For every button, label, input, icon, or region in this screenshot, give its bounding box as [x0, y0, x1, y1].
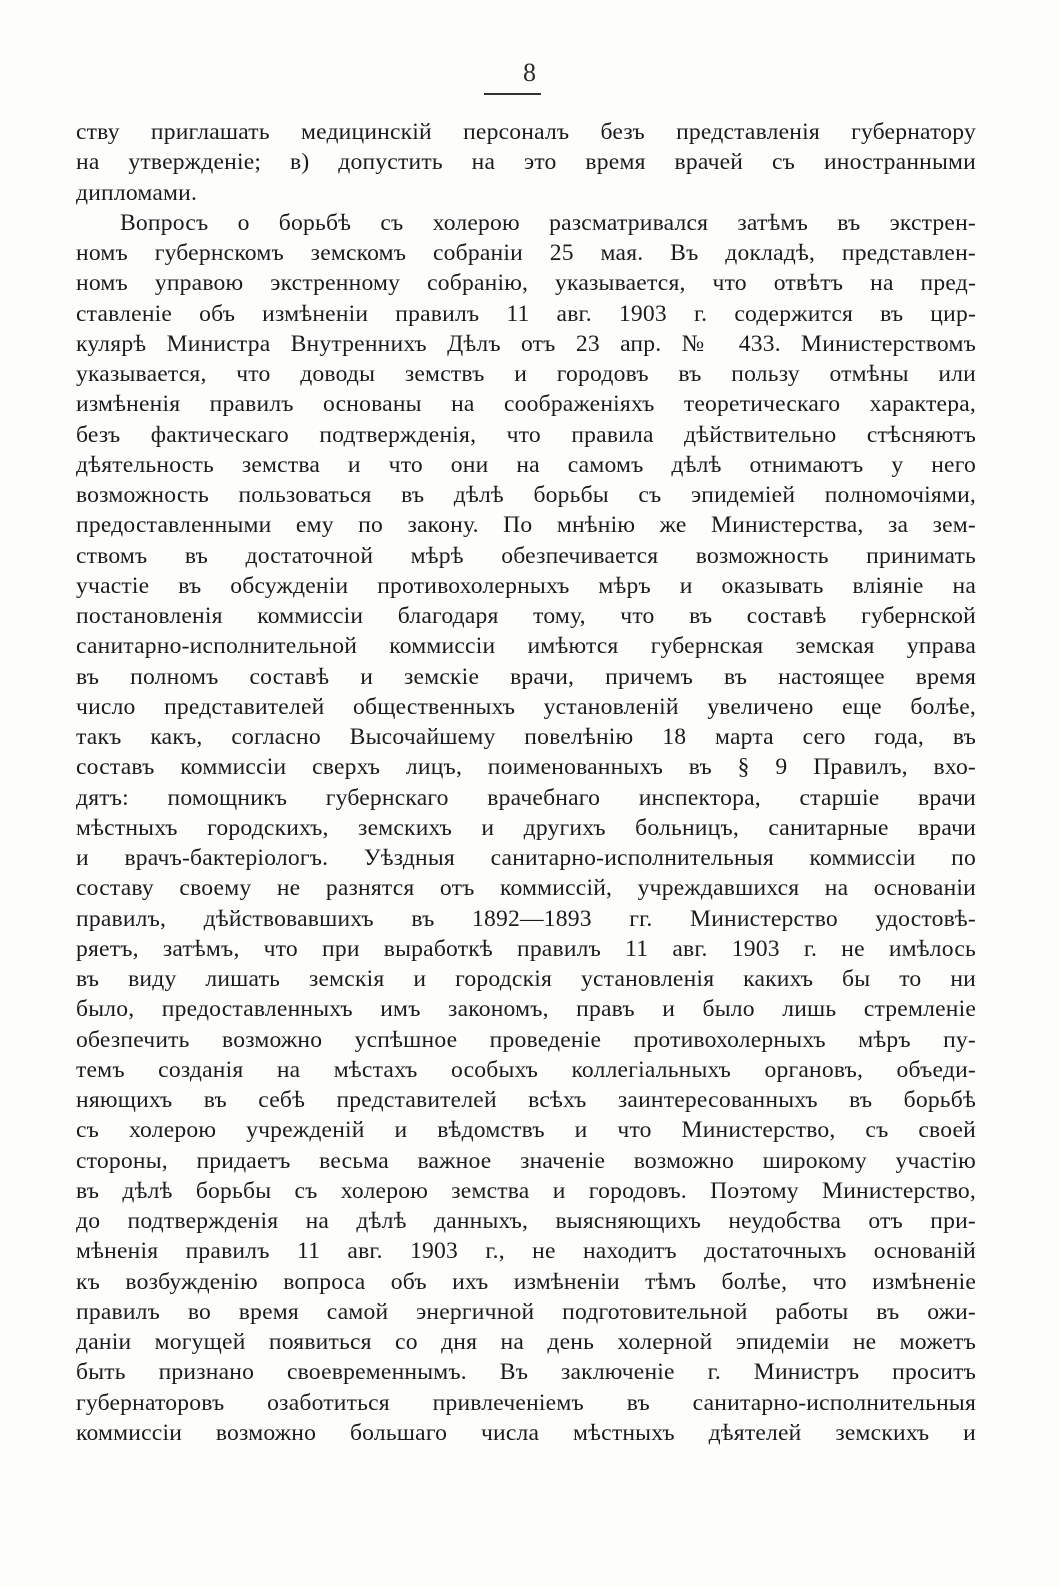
text-line: даніи могущей появиться со дня на день холерной эпидеміи не можетъ — [76, 1329, 976, 1355]
text-line: номъ губернскомъ земскомъ собраніи 25 мая. Въ докладѣ, представлен- — [76, 240, 976, 266]
text-line: стороны, придаетъ весьма важное значеніе возможно широкому участію — [76, 1147, 976, 1174]
text-line: кулярѣ Министра Внутреннихъ Дѣлъ отъ 23 апр. № 433. Министерствомъ — [76, 330, 976, 357]
text-line: съ холерою учрежденій и вѣдомствъ и что Министерство, съ своей — [76, 1117, 976, 1144]
text-line: ству приглашать медицинскій персоналъ безъ представленія губернатору — [76, 119, 976, 145]
text-line: темъ созданія на мѣстахъ особыхъ коллегіальныхъ органовъ, объеди- — [76, 1056, 976, 1083]
paragraph-continuation — [76, 117, 976, 208]
page-number: 8 — [523, 58, 536, 87]
text-line: дипломами. — [76, 179, 198, 206]
text-line: къ возбужденію вопроса объ ихъ измѣненіи тѣмъ болѣе, что измѣненіе — [76, 1268, 976, 1295]
text-line: указывается, что доводы земствъ и городовъ въ пользу отмѣны или — [76, 361, 976, 387]
text-line: участіе въ обсужденіи противохолерныхъ мѣръ и оказывать вліяніе на — [76, 572, 976, 599]
paragraph-main — [76, 208, 976, 1448]
text-line: въ дѣлѣ борьбы съ холерою земства и городовъ. Поэтому Министерство, — [76, 1177, 976, 1204]
text-line: такъ какъ, согласно Высочайшему повелѣнію 18 марта сего года, въ — [76, 724, 976, 750]
page-number-rule — [484, 93, 541, 95]
text-line: до подтвержденія на дѣлѣ данныхъ, выясняющихъ неудобства отъ при- — [76, 1208, 976, 1234]
text-line: правилъ, дѣйствовавшихъ въ 1892—1893 гг. Министерство удостовѣ- — [76, 905, 976, 932]
text-line: безъ фактическаго подтвержденія, что правила дѣйствительно стѣсняютъ — [76, 421, 976, 448]
text-line: мѣстныхъ городскихъ, земскихъ и другихъ больницъ, санитарные врачи — [76, 814, 976, 841]
text-line: въ полномъ составѣ и земскіе врачи, причемъ въ настоящее время — [76, 663, 976, 690]
text-line: санитарно-исполнительной коммиссіи имѣются губернская земская управа — [76, 633, 976, 660]
text-line: возможность пользоваться въ дѣлѣ борьбы съ эпидеміей полномочіями, — [76, 482, 976, 508]
text-line: было, предоставленныхъ имъ закономъ, правъ и было лишь стремленіе — [76, 996, 976, 1023]
text-line: обезпечить возможно успѣшное проведеніе противохолерныхъ мѣръ пу- — [76, 1026, 976, 1053]
text-line: въ виду лишать земскія и городскія установленія какихъ бы то ни — [76, 966, 976, 992]
body-text — [76, 117, 976, 1448]
text-line: няющихъ въ себѣ представителей всѣхъ заинтересованныхъ въ борьбѣ — [76, 1087, 976, 1113]
text-line: быть признано своевременнымъ. Въ заключеніе г. Министръ проситъ — [76, 1359, 976, 1386]
text-line: губернаторовъ озаботиться привлеченіемъ въ санитарно-исполнительныя — [76, 1389, 976, 1416]
text-line: предоставленными ему по закону. По мнѣнію же Министерства, за зем- — [76, 512, 976, 539]
text-line: на утвержденіе; в) допустить на это время врачей съ иностранными — [76, 149, 976, 176]
text-line: Вопросъ о борьбѣ съ холерою разсматривался затѣмъ въ экстрен- — [120, 209, 976, 236]
text-line: составу своему не разнятся отъ коммиссій, учреждавшихся на основаніи — [76, 875, 976, 902]
text-line: ряетъ, затѣмъ, что при выработкѣ правилъ 11 авг. 1903 г. не имѣлось — [76, 935, 976, 962]
text-line: дѣятельность земства и что они на самомъ дѣлѣ отнимаютъ у него — [76, 451, 976, 478]
text-line: составъ коммиссіи сверхъ лицъ, поименованныхъ въ § 9 Правилъ, вхо- — [76, 754, 976, 781]
text-line: коммиссіи возможно большаго числа мѣстныхъ дѣятелей земскихъ и — [76, 1419, 976, 1446]
text-line: постановленія коммиссіи благодаря тому, что въ составѣ губернской — [76, 603, 976, 629]
text-line: номъ управою экстренному собранію, указывается, что отвѣтъ на пред- — [76, 270, 976, 297]
text-line: ставленіе объ измѣненіи правилъ 11 авг. 1903 г. содержится въ цир- — [76, 300, 976, 327]
text-line: число представителей общественныхъ установленій увеличено еще болѣе, — [76, 693, 976, 720]
text-line: измѣненія правилъ основаны на соображеніяхъ теоретическаго характера, — [76, 391, 976, 418]
text-line: дятъ: помощникъ губернскаго врачебнаго инспектора, старшіе врачи — [76, 784, 976, 811]
text-line: правилъ во время самой энергичной подготовительной работы въ ожи- — [76, 1298, 976, 1325]
text-line: и врачъ-бактеріологъ. Уѣздныя санитарно-исполнительныя коммиссіи по — [76, 845, 976, 871]
text-line: ствомъ въ достаточной мѣрѣ обезпечивается возможность принимать — [76, 542, 976, 569]
text-line: мѣненія правилъ 11 авг. 1903 г., не находитъ достаточныхъ основаній — [76, 1238, 976, 1265]
